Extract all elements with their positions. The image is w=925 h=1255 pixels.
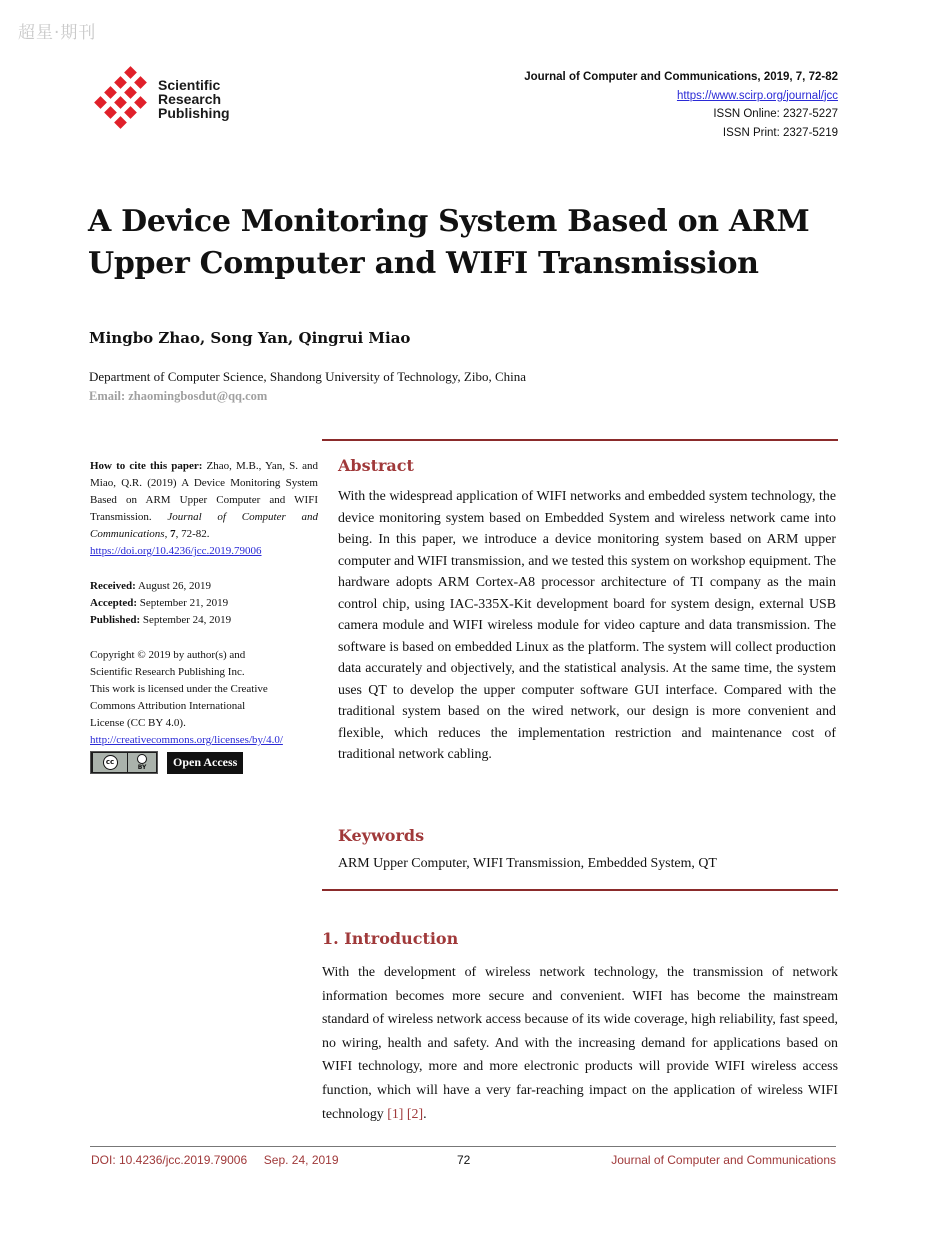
license-link[interactable]: http://creativecommons.org/licenses/by/4.0/: [90, 734, 283, 746]
footer-rule: [90, 1146, 836, 1147]
footer-journal: Journal of Computer and Communications: [611, 1153, 836, 1167]
published-label: Published:: [90, 614, 141, 626]
publisher-logo: [92, 66, 230, 132]
cite-label: How to cite this paper:: [90, 460, 203, 472]
issn-print: ISSN Print: 2327-5219: [722, 126, 838, 139]
issn-online: ISSN Online: 2327-5227: [713, 108, 838, 120]
intro-end: .: [423, 1106, 427, 1122]
citation: How to cite this paper: Zhao, M.B., Yan, S. and Miao, Q.R. (2019) A Device Monitoring System Based on ARM Upper Computer and WIFI Transmission. Journal of Computer and Communications, 7, 72-82. https://doi.org/10.4236/jcc.2019.79006: [90, 458, 318, 560]
publisher-name: [158, 78, 230, 120]
abstract-text: With the widespread application of WIFI networks and embedded system technology, the device monitoring system based on Embedded System and wireless network came into being. In this paper, we introduce a device monitoring system based on ARM upper computer and WIFI transmission, and we tested this system on workshop equipment. The hardware adopts ARM Cortex-A8 processor architecture of TI company as the main control chip, using IAC-335X-Kit development board for system design, external USB camera module and WIFI wireless module for video capture and data transmission. The software is based on embedded Linux as the platform. The system will collect production data accurately and objectively, and the statistical analysis. At the same time, the system uses QT to develop the upper computer software GUI interface. Compared with the traditional system based on the wired network, our design is more convenient and flexible, which reduces the implementation restriction and maintenance cost of traditional network cabling.: [338, 489, 836, 762]
accepted-date: September 21, 2019: [139, 597, 229, 609]
copyright-block: [90, 647, 318, 774]
cite-pages: , 72-82.: [175, 528, 210, 540]
reference-link-1[interactable]: [1]: [387, 1106, 404, 1122]
cc-icon: cc: [103, 755, 118, 770]
intro-paragraph: With the development of wireless network technology, the transmission of network information becomes more secure and convenient. WIFI has become the mainstream standard of wireless network access because of its wide coverage, high reliability, fast speed, no wiring, health and safety. And with the increasing demand for applications based on WIFI technology, more and more electronic products will provide WIFI wireless access function, which will have a very far-reaching impact on the application of wireless WIFI technology: [322, 965, 838, 1122]
keywords-heading: Keywords: [338, 826, 425, 845]
scirp-logo-icon: [92, 66, 152, 132]
affiliation: Department of Computer Science, Shandong University of Technology, Zibo, China: [89, 369, 527, 384]
sidebar: [90, 458, 318, 774]
copyright-line-1: Copyright © 2019 by author(s) and: [90, 649, 246, 661]
keywords-text: ARM Upper Computer, WIFI Transmission, Embedded System, QT: [338, 856, 717, 871]
publisher-line-1: Scientific: [158, 77, 221, 93]
journal-url-link[interactable]: https://www.scirp.org/journal/jcc: [676, 89, 838, 102]
cite-volume: 7: [170, 528, 176, 540]
license-line-3: License (CC BY 4.0).: [90, 717, 186, 729]
doi-link[interactable]: https://doi.org/10.4236/jcc.2019.79006: [90, 545, 262, 557]
footer-doi-date: DOI: 10.4236/jcc.2019.79006 Sep. 24, 2019: [91, 1153, 339, 1167]
license-badges: [90, 751, 318, 774]
introduction-text: [322, 961, 838, 1126]
authors: Mingbo Zhao, Song Yan, Qingrui Miao: [89, 329, 411, 347]
publisher-line-2: Research: [158, 91, 222, 107]
received-label: Received:: [90, 580, 136, 592]
cite-text: Zhao, M.B., Yan, S. and Miao, Q.R. (2019) A Device Monitoring System Based on ARM Upper Computer and WIFI Transmission.: [90, 460, 319, 523]
abstract-top-rule: [322, 439, 838, 441]
cite-journal: Journal of Computer and Communications: [90, 511, 319, 540]
license-line-2: Commons Attribution International: [90, 700, 246, 712]
paper-title: A Device Monitoring System Based on ARM Upper Computer and WIFI Transmission: [88, 204, 810, 281]
page-number: 72: [457, 1153, 471, 1167]
received-date: August 26, 2019: [137, 580, 211, 592]
cc-by-badge[interactable]: [90, 751, 158, 774]
abstract-bottom-rule: [322, 889, 838, 891]
open-access-badge: Open Access: [167, 752, 243, 774]
section-heading-introduction: 1. Introduction: [322, 929, 459, 948]
published-date: September 24, 2019: [142, 614, 232, 626]
email: Email: zhaomingbosdut@qq.com: [89, 389, 268, 403]
watermark-text: 超星·期刊: [18, 23, 97, 43]
copyright-line-2: Scientific Research Publishing Inc.: [90, 666, 245, 678]
journal-info: [524, 68, 838, 142]
license-line-1: This work is licensed under the Creative: [90, 683, 268, 695]
by-label: BY: [137, 764, 147, 771]
reference-link-2[interactable]: [2]: [406, 1106, 424, 1122]
abstract-heading: Abstract: [338, 456, 414, 475]
journal-name: Journal of Computer and Communications, 2019, 7, 72-82: [524, 71, 838, 83]
person-icon: [137, 754, 147, 764]
publisher-line-3: Publishing: [158, 105, 230, 121]
accepted-label: Accepted:: [90, 597, 138, 609]
dates: [90, 578, 318, 629]
